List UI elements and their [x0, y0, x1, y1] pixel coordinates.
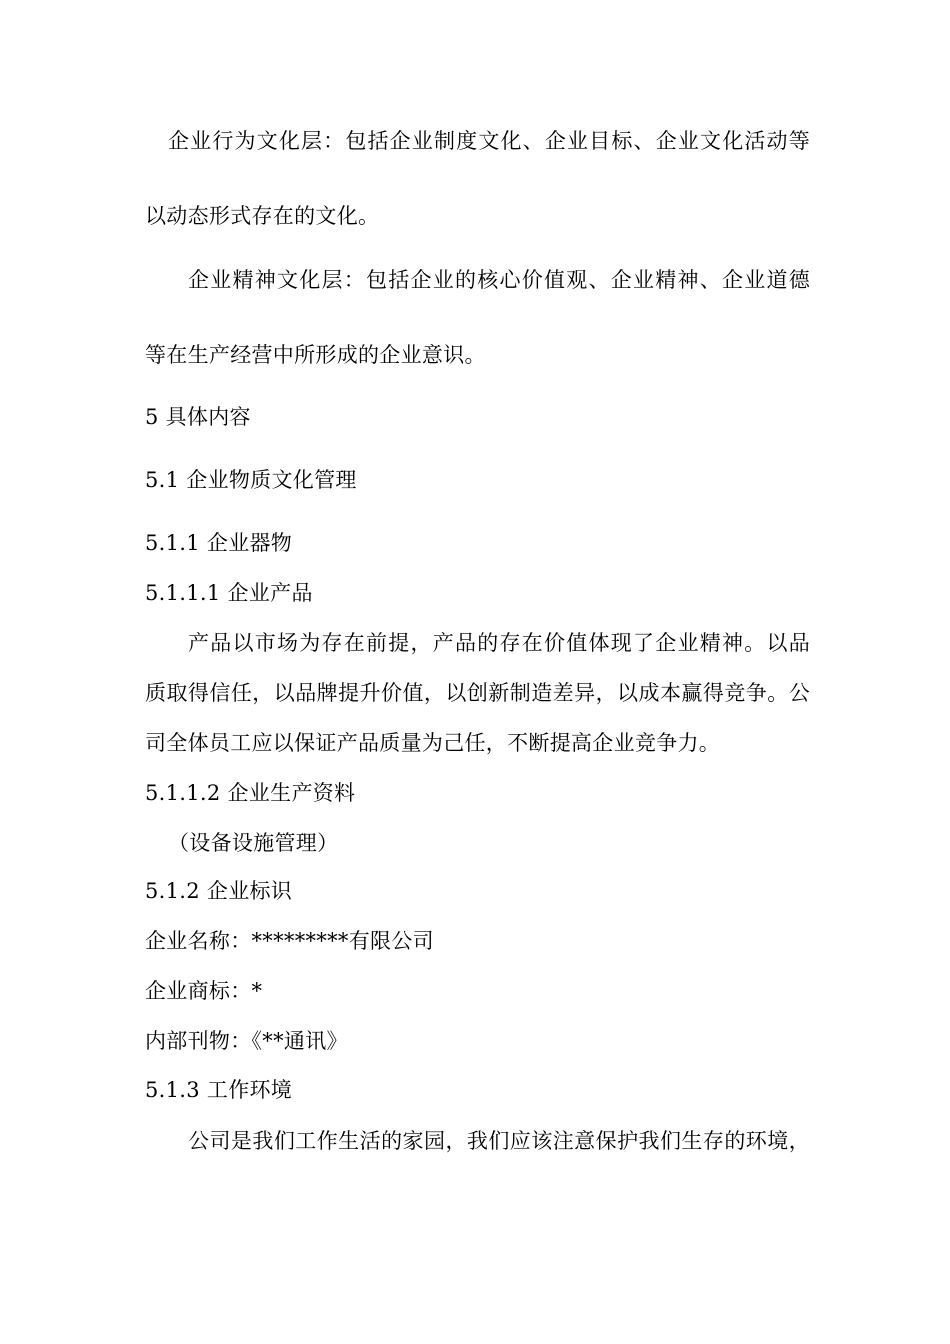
paragraph-spirit-culture-line-2: 等在生产经营中所形成的企业意识。 — [145, 343, 486, 367]
heading-5-1-1-1: 5.1.1.1 企业产品 — [145, 581, 313, 605]
heading-5-1: 5.1 企业物质文化管理 — [145, 468, 357, 492]
heading-5-1-1-2: 5.1.1.2 企业生产资料 — [145, 781, 356, 805]
paragraph-behavior-culture-line-2: 以动态形式存在的文化。 — [145, 204, 380, 228]
paragraph-product-line-2: 质取得信任，以品牌提升价值，以创新制造差异，以成本赢得竞争。公 — [145, 681, 810, 705]
internal-publication-line: 内部刊物：《**通讯》 — [145, 1029, 348, 1053]
company-name-line: 企业名称：*********有限公司 — [145, 929, 434, 953]
heading-5-1-3: 5.1.3 工作环境 — [145, 1078, 293, 1102]
paragraph-product-line-1: 产品以市场为存在前提，产品的存在价值体现了企业精神。以品 — [188, 631, 810, 655]
paragraph-work-environment-line-1: 公司是我们工作生活的家园，我们应该注意保护我们生存的环境， — [188, 1129, 810, 1153]
note-equipment-management: （设备设施管理） — [168, 831, 339, 855]
paragraph-spirit-culture-line-1: 企业精神文化层：包括企业的核心价值观、企业精神、企业道德 — [188, 268, 810, 292]
company-trademark-line: 企业商标：* — [145, 979, 263, 1003]
paragraph-product-line-3: 司全体员工应以保证产品质量为己任，不断提高企业竞争力。 — [145, 731, 721, 755]
heading-5-1-1: 5.1.1 企业器物 — [145, 531, 293, 555]
heading-5-1-2: 5.1.2 企业标识 — [145, 879, 293, 903]
paragraph-behavior-culture-line-1: 企业行为文化层：包括企业制度文化、企业目标、企业文化活动等 — [168, 129, 810, 153]
heading-5: 5 具体内容 — [145, 405, 251, 429]
